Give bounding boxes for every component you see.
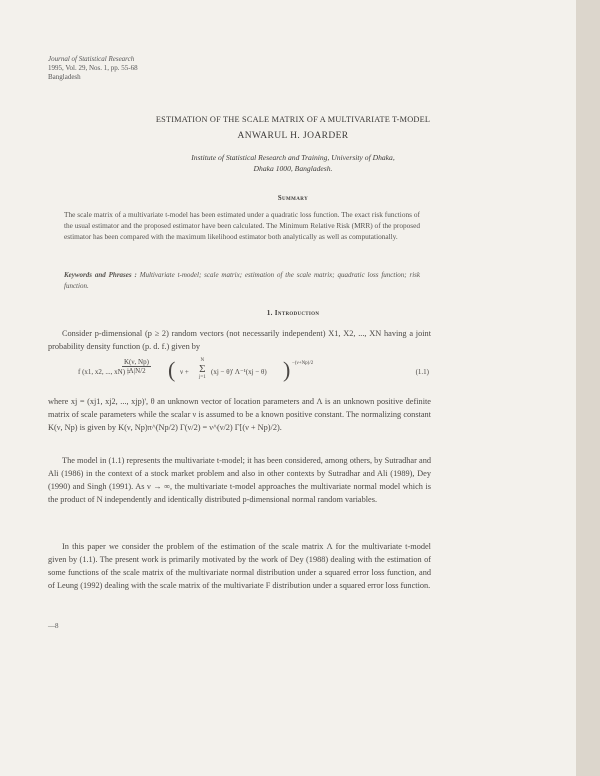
summary-heading: Summary — [277, 195, 309, 202]
left-paren: ( — [168, 357, 176, 382]
intro-paragraph-3: The model in (1.1) represents the multivariate t-model; it has been considered, among others, by Sutradhar and Ali (1986) in the context of a stock market problem and also in other contexts by Sutradhar and Ali (1989), Dey (1990) and Singh (1991). As ν → ∞, the multivariate t-model approaches the multivariate normal model which is the product of N independently and identically distributed p-dimensional normal random variables. — [48, 456, 431, 504]
journal-name: Journal of Statistical Research — [48, 55, 135, 63]
journal-country: Bangladesh — [48, 73, 81, 81]
paper-author: ANWARUL H. JOARDER — [237, 131, 349, 141]
keywords-label: Keywords and Phrases : — [64, 271, 137, 279]
journal-volume: 1995, Vol. 29, Nos. 1, pp. 55-68 — [48, 64, 138, 72]
intro-paragraph-2: where xj = (xj1, xj2, ..., xjp)', θ an unknown vector of location parameters and Λ is an unknown positive definite matrix of scale parameters while the scalar ν is assumed to be a known positive constant. The normalizing constant K(ν, Np) is given by K(ν, Np)π^(Np/2) Γ(ν/2) = ν^(ν/2) Γ[(ν + Np)/2). — [48, 397, 431, 432]
affiliation-line1: Institute of Statistical Research and Training, University of Dhaka, — [191, 153, 395, 162]
affiliation-line2: Dhaka 1000, Bangladesh. — [253, 164, 333, 173]
equation-label: (1.1) — [415, 368, 429, 376]
affiliation — [0, 152, 586, 174]
keywords — [64, 270, 420, 292]
equation-1-1 — [78, 355, 431, 393]
sum-symbol: N Σ j=1 — [199, 358, 206, 380]
equation-lhs: f (x1, x2, ..., xN) = — [78, 368, 131, 376]
equation-term: (xj − θ)' Λ⁻¹(xj − θ) — [211, 368, 267, 376]
summary-text: The scale matrix of a multivariate t-model has been estimated under a quadratic loss function. The exact risk functions of the usual estimator and the proposed estimator have been calculated. The Minimum Relative Risk (MRR) of the proposed estimator has been compared with the maximum likelihood estimator both analytically as well as computationally. — [64, 210, 420, 241]
equation-exponent: −(ν+Np)/2 — [292, 361, 314, 366]
sum-upper: N — [200, 358, 205, 363]
underlying-page-edge — [576, 0, 600, 776]
equation-denominator: |Λ|N/2 — [127, 367, 146, 375]
intro-paragraph-1: Consider p-dimensional (p ≥ 2) random vectors (not necessarily independent) X1, X2, ..., XN having a joint probability density function (p. d. f.) given by — [48, 329, 431, 351]
right-paren: ) — [283, 357, 291, 382]
paper-title: ESTIMATION OF THE SCALE MATRIX OF A MULTIVARIATE T-MODEL — [155, 115, 431, 124]
keywords-text: Multivariate t-model; scale matrix; estimation of the scale matrix; quadratic loss function; risk function. — [64, 271, 420, 290]
equation-fraction — [122, 358, 151, 375]
introduction-heading: 1. Introduction — [266, 309, 320, 317]
page-mark: —8 — [48, 622, 59, 630]
sum-lower: j=1 — [199, 375, 206, 380]
equation-open: ν + — [180, 368, 189, 376]
equation-numerator: K(ν, Np) — [124, 358, 149, 366]
intro-paragraph-4: In this paper we consider the problem of the estimation of the scale matrix Λ for the multivariate t-model given by (1.1). The present work is primarily motivated by the work of Dey (1988) dealing with the estimation of some functions of the scale matrix of the multivariate normal distribution under a squared error loss function, and of Leung (1992) dealing with the scale matrix of the multivariate F distribution under a squared error loss function. — [48, 542, 431, 590]
journal-info — [48, 55, 138, 82]
